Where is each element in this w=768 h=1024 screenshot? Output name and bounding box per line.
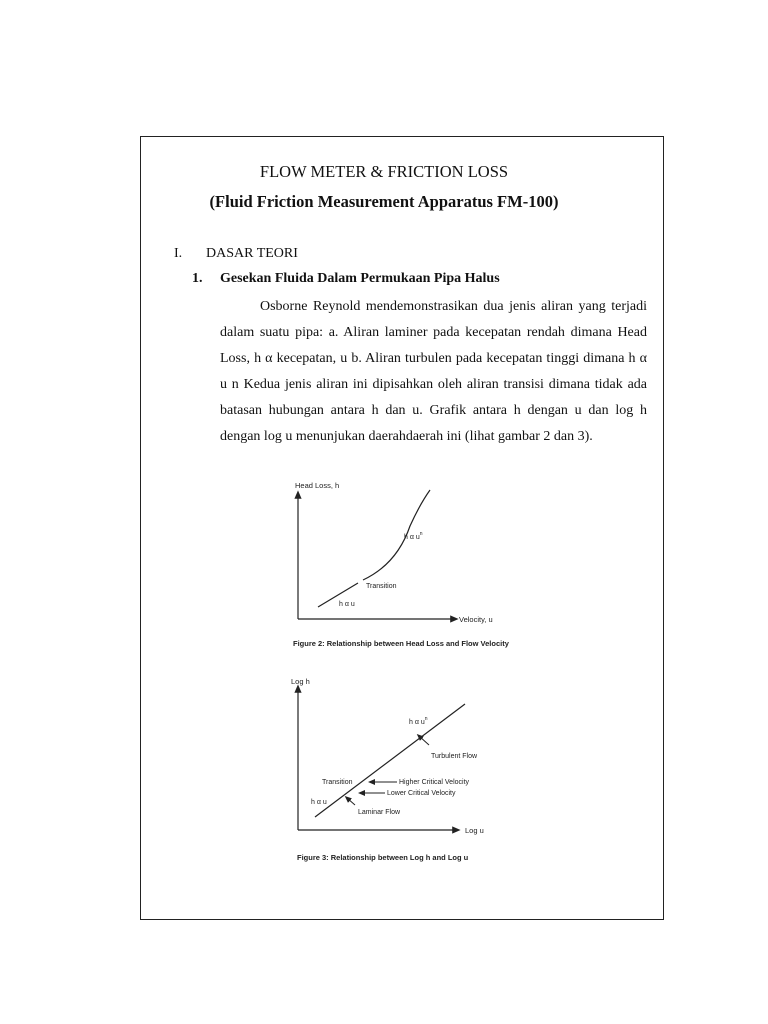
fig3-label-transition: Transition bbox=[322, 779, 353, 786]
document-subtitle: (Fluid Friction Measurement Apparatus FM-100) bbox=[209, 192, 559, 211]
fig2-label-turbulent: h α $u^n$ bbox=[404, 531, 423, 541]
fig3-label-turbulent-rel: h α $u^n$ bbox=[409, 716, 428, 726]
fig3-x-label: Log u bbox=[465, 826, 484, 835]
fig2-x-label: Velocity, u bbox=[459, 615, 493, 624]
document-title: FLOW METER & FRICTION LOSS bbox=[259, 162, 509, 181]
section-heading bbox=[174, 246, 298, 262]
fig2-label-laminar: h α u bbox=[339, 601, 355, 608]
fig3-label-laminar-rel: h α u bbox=[311, 799, 327, 806]
fig3-arrow-turbulent bbox=[419, 736, 429, 745]
section-number: I. bbox=[174, 246, 183, 261]
fig3-label-higher: Higher Critical Velocity bbox=[399, 779, 470, 786]
fig2-y-label: Head Loss, h bbox=[295, 481, 340, 490]
fig3-caption: Figure 3: Relationship between Log h and Log u bbox=[297, 853, 469, 862]
figure-2 bbox=[285, 476, 515, 652]
fig2-label-transition: Transition bbox=[366, 583, 397, 590]
fig3-label-lower: Lower Critical Velocity bbox=[387, 790, 456, 797]
fig2-caption: Figure 2: Relationship between Head Loss and Flow Velocity bbox=[293, 639, 509, 648]
fig3-label-laminar-flow: Laminar Flow bbox=[358, 809, 401, 816]
subsection-title: Gesekan Fluida Dalam Permukaan Pipa Halus bbox=[220, 271, 500, 286]
figure-3 bbox=[285, 672, 515, 866]
fig3-label-turbulent-flow: Turbulent Flow bbox=[431, 753, 478, 760]
fig3-arrow-laminar bbox=[347, 798, 355, 805]
subsection-heading bbox=[192, 271, 500, 287]
subsection-number: 1. bbox=[192, 271, 203, 286]
fig3-line bbox=[315, 704, 465, 817]
fig3-y-label: Log h bbox=[291, 677, 310, 686]
body-paragraph: Osborne Reynold mendemonstrasikan dua jenis aliran yang terjadi dalam suatu pipa: a. Aliran laminer pada kecepatan rendah dimana Head Loss, h α kecepatan, u b. Aliran turbulen pada kecepatan tinggi dimana h α u n Kedua jenis aliran ini dipisahkan oleh aliran transisi dimana tidak ada batasan hubungan antara h dan u. Grafik antara h dengan u dan log h dengan log u menunjukan daerahdaerah ini (lihat gambar 2 dan 3). bbox=[220, 299, 647, 444]
section-title: DASAR TEORI bbox=[206, 246, 298, 261]
